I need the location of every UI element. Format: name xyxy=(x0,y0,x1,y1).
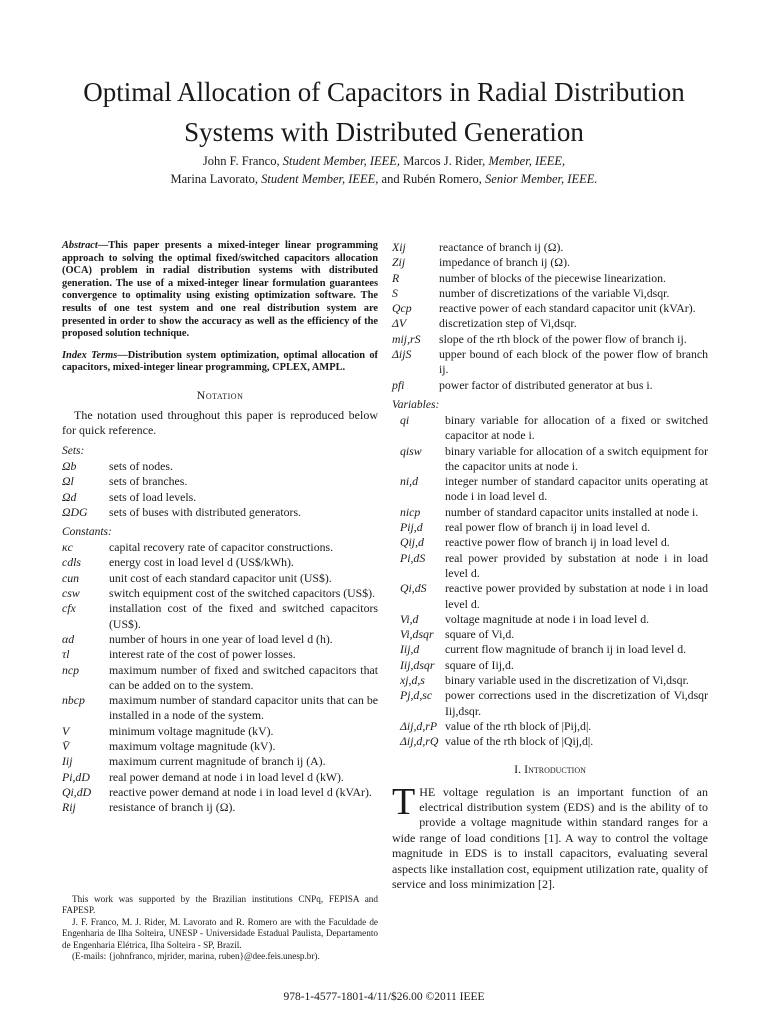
footnote: (E-mails: {johnfranco, mjrider, marina, ruben}@dee.feis.unesp.br). xyxy=(72,951,320,962)
notation-definition: binary variable for allocation of a switch equipment for the capacitor units at node i. xyxy=(445,443,708,473)
notation-entry xyxy=(392,734,708,749)
index-terms-text: —Distribution system optimization, optimal allocation of capacitors, mixed-integer linear programming, CPLEX, AMPL. xyxy=(62,349,378,374)
notation-symbol: Iij,d xyxy=(400,642,420,657)
notation-definition: current flow magnitude of branch ij in load level d. xyxy=(445,642,687,657)
notation-entry xyxy=(392,286,708,301)
notation-symbol: τl xyxy=(62,647,70,662)
notation-definition: value of the rth block of |Pij,d|. xyxy=(445,718,592,733)
notation-definition: maximum number of fixed and switched capacitors that can be added on to the system. xyxy=(109,662,378,692)
notation-symbol: qi xyxy=(400,412,410,427)
notation-symbol: V xyxy=(62,723,70,738)
notation-symbol: S xyxy=(392,285,398,300)
abstract-lead: Abstract xyxy=(62,240,98,251)
introduction-body: HE voltage regulation is an important function of an electrical distribution system (EDS) and is the ability of to provide a voltage magnitude within standard ranges for a wide range of load conditions [1]. A way to control the voltage magnitude in EDS is to install capacitors, evaluating several aspects like installation cost, equipment utilization rate, quality of service and loss minimization [2]. xyxy=(392,784,708,891)
notation-definition: number of hours in one year of load level d (h). xyxy=(109,631,333,646)
notation-entry xyxy=(392,673,708,688)
author-line-1 xyxy=(40,152,728,170)
sets-list xyxy=(62,459,378,520)
notation-entry xyxy=(62,647,378,662)
notation-definition: discretization step of Vi,dsqr. xyxy=(439,316,577,331)
notation-entry xyxy=(62,770,378,785)
notation-entry xyxy=(392,444,708,475)
author-role: Senior Member, IEEE. xyxy=(485,172,598,186)
notation-symbol: Zij xyxy=(392,255,406,270)
author-name: Marcos J. Rider, xyxy=(403,154,486,168)
notation-entry xyxy=(392,719,708,734)
author-name: and Rubén Romero, xyxy=(381,172,482,186)
index-terms-lead: Index Terms xyxy=(62,349,118,361)
notation-definition: interest rate of the cost of power losses. xyxy=(109,647,296,662)
notation-definition: minimum voltage magnitude (kV). xyxy=(109,723,274,738)
notation-symbol: Qcp xyxy=(392,301,412,316)
notation-definition: sets of load levels. xyxy=(109,489,197,504)
notation-entry xyxy=(62,490,378,505)
notation-entry xyxy=(62,586,378,601)
notation-entry xyxy=(392,535,708,550)
variables-label: Variables: xyxy=(392,398,440,411)
notation-entry xyxy=(62,800,378,815)
author-role: Student Member, IEEE, xyxy=(282,154,401,168)
notation-entry xyxy=(392,271,708,286)
notation-definition: maximum number of standard capacitor units that can be installed in a node of the system. xyxy=(109,693,378,723)
author-list xyxy=(40,152,728,188)
introduction-heading: I. Introduction xyxy=(514,761,586,776)
notation-intro: The notation used throughout this paper is reproduced below for quick reference. xyxy=(62,407,378,438)
notation-entry xyxy=(62,632,378,647)
notation-entry xyxy=(62,724,378,739)
notation-definition: real power flow of branch ij in load level d. xyxy=(445,520,651,535)
author-name: Marina Lavorato, xyxy=(170,172,258,186)
notation-entry xyxy=(392,474,708,505)
notation-symbol: Pi,dS xyxy=(400,550,426,565)
notation-definition: sets of nodes. xyxy=(109,458,173,473)
notation-entry xyxy=(392,378,708,393)
notation-definition: power factor of distributed generator at bus i. xyxy=(439,377,653,392)
notation-entry xyxy=(62,505,378,520)
notation-definition: reactive power demand at node i in load level d (kVAr). xyxy=(109,784,372,799)
notation-entry xyxy=(392,581,708,612)
notation-definition: reactive power flow of branch ij in load level d. xyxy=(445,535,670,550)
notation-definition: sets of buses with distributed generators. xyxy=(109,504,301,519)
notation-entry xyxy=(62,693,378,724)
notation-entry xyxy=(392,413,708,444)
notation-definition: installation cost of the fixed and switched capacitors (US$). xyxy=(109,601,378,631)
notation-symbol: Iij,dsqr xyxy=(400,657,435,672)
abstract xyxy=(62,240,378,341)
notation-symbol: Rij xyxy=(62,800,76,815)
notation-definition: square of Iij,d. xyxy=(445,657,514,672)
notation-symbol: R xyxy=(392,270,400,285)
notation-symbol: Ωd xyxy=(62,489,77,504)
notation-entry xyxy=(392,505,708,520)
notation-definition: reactive power provided by substation at node i in load level d. xyxy=(445,581,708,611)
notation-entry xyxy=(62,663,378,694)
notation-symbol: Xij xyxy=(392,240,406,254)
notation-symbol: ΔV xyxy=(392,316,407,331)
footnote: This work was supported by the Brazilian institutions CNPq, FEPISA and FAPESP. xyxy=(62,894,378,916)
notation-symbol: qisw xyxy=(400,443,422,458)
notation-definition: reactance of branch ij (Ω). xyxy=(439,240,564,254)
notation-symbol: Iij xyxy=(62,754,73,769)
notation-definition: impedance of branch ij (Ω). xyxy=(439,255,570,270)
notation-symbol: nbcp xyxy=(62,693,85,708)
notation-definition: binary variable for allocation of a fixed or switched capacitor at node i. xyxy=(445,412,708,443)
notation-symbol: Pij,d xyxy=(400,520,423,535)
notation-definition: square of Vi,d. xyxy=(445,627,515,642)
notation-symbol: Δij,d,rP xyxy=(400,718,438,733)
notation-definition: real power demand at node i in load level d (kW). xyxy=(109,769,344,784)
notation-definition: resistance of branch ij (Ω). xyxy=(109,800,236,815)
abstract-text: —This paper presents a mixed-integer linear programming approach to solving the optimal fixed/switched capacitors allocation (OCA) problem in radial distribution systems with distributed generation. The use of a mixed-integer linear formulation guarantees convergence to optimality using existing optimization software. The results of one test system and one real distribution system are presented in order to show the accuracy as well as the efficiency of the proposed solution technique. xyxy=(62,240,378,340)
notation-definition: upper bound of each block of the power flow of branch ij. xyxy=(439,347,708,377)
variables-list xyxy=(392,413,708,750)
notation-symbol: Δij,d,rQ xyxy=(400,734,439,749)
notation-definition: switch equipment cost of the switched capacitors (US$). xyxy=(109,586,376,601)
notation-symbol: V̄ xyxy=(62,738,70,753)
notation-symbol: Qi,dD xyxy=(62,784,92,799)
notation-entry xyxy=(392,520,708,535)
notation-entry xyxy=(392,301,708,316)
paper-title: Optimal Allocation of Capacitors in Radial Distribution Systems with Distributed Generation xyxy=(83,77,685,147)
right-column xyxy=(392,240,708,892)
notation-symbol: Vi,d xyxy=(400,611,419,626)
notation-symbol: αd xyxy=(62,631,75,646)
notation-symbol: ni,d xyxy=(400,474,419,489)
author-role: Student Member, IEEE, xyxy=(261,172,379,186)
notation-definition: integer number of standard capacitor units operating at node i in load level d. xyxy=(445,474,708,504)
sets-label: Sets: xyxy=(62,444,85,457)
notation-definition: binary variable used in the discretization of Vi,dsqr. xyxy=(445,673,689,688)
notation-symbol: cdls xyxy=(62,555,82,570)
notation-symbol: Ωl xyxy=(62,474,74,489)
notation-definition: number of discretizations of the variable Vi,dsqr. xyxy=(439,285,670,300)
notation-definition: reactive power of each standard capacitor unit (kVAr). xyxy=(439,301,696,316)
notation-entry xyxy=(392,627,708,642)
introduction-text xyxy=(392,780,708,893)
notation-symbol: mij,rS xyxy=(392,331,421,346)
notation-definition: number of standard capacitor units installed at node i. xyxy=(445,504,699,519)
footnote: J. F. Franco, M. J. Rider, M. Lavorato and R. Romero are with the Faculdade de Engenharia de Ilha Solteira, UNESP - Universidade Estadual Paulista, Departamento de Engenharia Elétrica, Ilha Solteira - SP, Brazil. xyxy=(62,916,378,950)
notation-symbol: κc xyxy=(62,540,73,555)
notation-symbol: cfx xyxy=(62,601,76,616)
notation-entry xyxy=(62,785,378,800)
notation-symbol: Qi,dS xyxy=(400,581,427,596)
notation-symbol: nicp xyxy=(400,504,421,519)
notation-entry xyxy=(392,347,708,378)
notation-entry xyxy=(392,240,708,255)
notation-entry xyxy=(392,332,708,347)
notation-heading: Notation xyxy=(196,387,244,402)
notation-symbol: Qij,d xyxy=(400,535,424,550)
notation-definition: energy cost in load level d (US$/kWh). xyxy=(109,555,294,570)
notation-symbol: ncp xyxy=(62,662,80,677)
notation-entry xyxy=(392,255,708,270)
drop-cap: T xyxy=(392,780,416,823)
notation-entry xyxy=(62,555,378,570)
author-name: John F. Franco, xyxy=(202,154,280,168)
notation-symbol: Pi,dD xyxy=(62,769,90,784)
constants-list xyxy=(62,540,378,815)
notation-definition: slope of the rth block of the power flow of branch ij. xyxy=(439,331,687,346)
notation-definition: unit cost of each standard capacitor unit (US$). xyxy=(109,570,332,585)
notation-entry xyxy=(392,658,708,673)
notation-entry xyxy=(392,316,708,331)
notation-entry xyxy=(62,601,378,632)
notation-entry xyxy=(62,571,378,586)
notation-symbol: Pj,d,sc xyxy=(400,688,433,703)
constants-list-continued xyxy=(392,240,708,393)
notation-entry xyxy=(392,642,708,657)
notation-definition: maximum current magnitude of branch ij (A). xyxy=(109,754,326,769)
author-line-2 xyxy=(40,170,728,188)
notation-symbol: csw xyxy=(62,586,80,601)
notation-definition: value of the rth block of |Qij,d|. xyxy=(445,734,594,749)
notation-entry xyxy=(392,612,708,627)
notation-entry xyxy=(62,474,378,489)
notation-symbol: ΩDG xyxy=(62,504,88,519)
notation-definition: capital recovery rate of capacitor constructions. xyxy=(109,540,334,555)
notation-definition: power corrections used in the discretization of Vi,dsqr Iij,dsqr. xyxy=(445,688,708,718)
notation-entry xyxy=(392,688,708,719)
notation-entry xyxy=(392,551,708,582)
author-role: Member, IEEE, xyxy=(488,154,566,168)
notation-definition: voltage magnitude at node i in load level d. xyxy=(445,611,650,626)
left-column xyxy=(62,240,378,815)
notation-definition: sets of branches. xyxy=(109,474,188,489)
notation-symbol: xj,d,s xyxy=(400,673,425,688)
notation-symbol: Vi,dsqr xyxy=(400,627,434,642)
footnotes xyxy=(62,894,378,962)
notation-entry xyxy=(62,540,378,555)
notation-entry xyxy=(62,754,378,769)
constants-label: Constants: xyxy=(62,526,112,539)
index-terms xyxy=(62,350,378,375)
notation-symbol: pfi xyxy=(392,377,405,392)
notation-definition: maximum voltage magnitude (kV). xyxy=(109,738,276,753)
notation-symbol: ΔijS xyxy=(392,347,412,362)
notation-definition: real power provided by substation at node i in load level d. xyxy=(445,550,708,580)
page-footer: 978-1-4577-1801-4/11/$26.00 ©2011 IEEE xyxy=(283,991,485,1003)
notation-symbol: cun xyxy=(62,570,80,585)
notation-symbol: Ωb xyxy=(62,458,77,473)
notation-entry xyxy=(62,739,378,754)
notation-entry xyxy=(62,459,378,474)
notation-definition: number of blocks of the piecewise linearization. xyxy=(439,270,667,285)
